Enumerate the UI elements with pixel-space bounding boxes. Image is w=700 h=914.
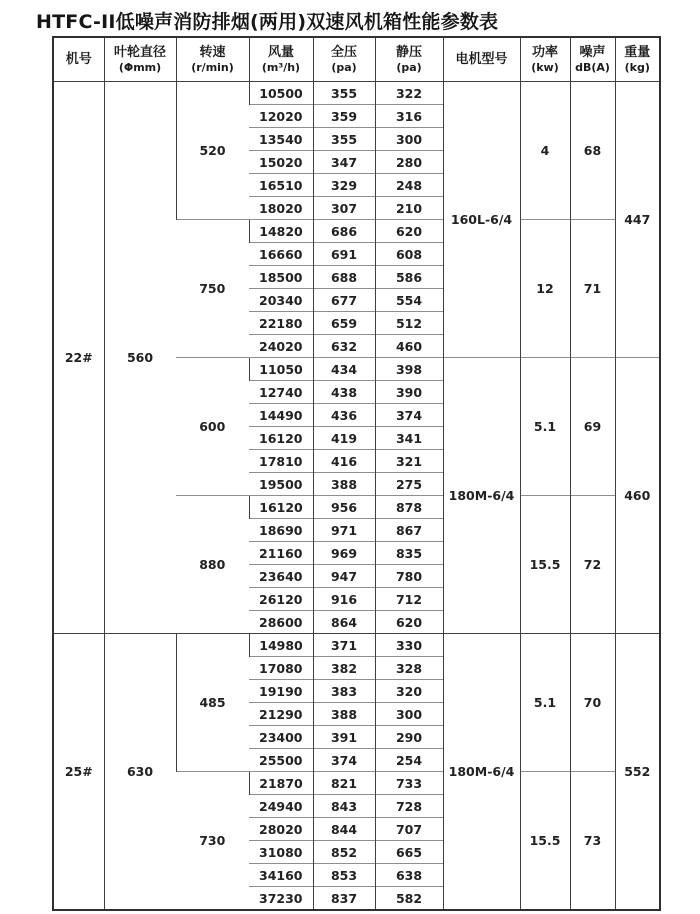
noise-cell: 72 — [570, 496, 615, 634]
static-pressure-cell: 390 — [375, 381, 443, 404]
static-pressure-cell: 275 — [375, 473, 443, 496]
airflow-cell: 16660 — [249, 243, 313, 266]
total-pressure-cell: 355 — [313, 82, 375, 105]
total-pressure-cell: 419 — [313, 427, 375, 450]
col-header-unit: (kg) — [624, 61, 650, 74]
airflow-cell: 14820 — [249, 220, 313, 243]
airflow-cell: 34160 — [249, 864, 313, 887]
col-header-name: 叶轮直径 — [113, 45, 166, 60]
static-pressure-cell: 300 — [375, 128, 443, 151]
static-pressure-cell: 254 — [375, 749, 443, 772]
motor-model-cell: 160L-6/4 — [443, 82, 520, 358]
col-header-unit: (r/min) — [191, 61, 234, 74]
col-header-name: 静压 — [395, 45, 422, 60]
col-header-total-pressure — [313, 37, 375, 82]
static-pressure-cell: 582 — [375, 887, 443, 911]
static-pressure-cell: 638 — [375, 864, 443, 887]
machine-no-cell: 22# — [53, 82, 104, 634]
power-cell: 15.5 — [520, 496, 570, 634]
col-header-name: 转速 — [199, 45, 226, 60]
table-header — [53, 37, 660, 82]
total-pressure-cell: 688 — [313, 266, 375, 289]
total-pressure-cell: 853 — [313, 864, 375, 887]
static-pressure-cell: 712 — [375, 588, 443, 611]
airflow-cell: 31080 — [249, 841, 313, 864]
static-pressure-cell: 878 — [375, 496, 443, 519]
machine-no-cell: 25# — [53, 634, 104, 911]
noise-cell: 71 — [570, 220, 615, 358]
total-pressure-cell: 382 — [313, 657, 375, 680]
airflow-cell: 16510 — [249, 174, 313, 197]
airflow-cell: 20340 — [249, 289, 313, 312]
total-pressure-cell: 371 — [313, 634, 375, 657]
header-row — [53, 37, 660, 82]
weight-cell: 460 — [615, 358, 660, 634]
diameter-cell: 560 — [104, 82, 176, 634]
static-pressure-cell: 210 — [375, 197, 443, 220]
total-pressure-cell: 837 — [313, 887, 375, 911]
static-pressure-cell: 835 — [375, 542, 443, 565]
airflow-cell: 23640 — [249, 565, 313, 588]
static-pressure-cell: 328 — [375, 657, 443, 680]
static-pressure-cell: 460 — [375, 335, 443, 358]
noise-cell: 69 — [570, 358, 615, 496]
col-header-weight — [615, 37, 660, 82]
total-pressure-cell: 391 — [313, 726, 375, 749]
static-pressure-cell: 290 — [375, 726, 443, 749]
static-pressure-cell: 330 — [375, 634, 443, 657]
total-pressure-cell: 844 — [313, 818, 375, 841]
col-header-unit: (kw) — [531, 61, 559, 74]
static-pressure-cell: 554 — [375, 289, 443, 312]
col-header-name: 噪声 — [579, 45, 606, 60]
airflow-cell: 21870 — [249, 772, 313, 795]
col-header-airflow — [249, 37, 313, 82]
col-header-name: 功率 — [531, 45, 558, 60]
airflow-cell: 37230 — [249, 887, 313, 911]
total-pressure-cell: 359 — [313, 105, 375, 128]
airflow-cell: 10500 — [249, 82, 313, 105]
noise-cell: 68 — [570, 82, 615, 220]
total-pressure-cell: 916 — [313, 588, 375, 611]
airflow-cell: 24940 — [249, 795, 313, 818]
total-pressure-cell: 969 — [313, 542, 375, 565]
static-pressure-cell: 316 — [375, 105, 443, 128]
static-pressure-cell: 322 — [375, 82, 443, 105]
diameter-cell: 630 — [104, 634, 176, 911]
col-header-name: 风量 — [267, 45, 294, 60]
airflow-cell: 17080 — [249, 657, 313, 680]
total-pressure-cell: 852 — [313, 841, 375, 864]
airflow-cell: 28020 — [249, 818, 313, 841]
motor-model-cell: 180M-6/4 — [443, 358, 520, 634]
airflow-cell: 14980 — [249, 634, 313, 657]
speed-cell: 485 — [176, 634, 249, 772]
airflow-cell: 18500 — [249, 266, 313, 289]
col-header-unit: (m³/h) — [261, 61, 301, 74]
col-header-name: 机号 — [65, 51, 92, 67]
airflow-cell: 26120 — [249, 588, 313, 611]
speed-cell: 520 — [176, 82, 249, 220]
power-cell: 5.1 — [520, 634, 570, 772]
speed-cell: 880 — [176, 496, 249, 634]
static-pressure-cell: 665 — [375, 841, 443, 864]
noise-cell: 70 — [570, 634, 615, 772]
static-pressure-cell: 512 — [375, 312, 443, 335]
total-pressure-cell: 383 — [313, 680, 375, 703]
static-pressure-cell: 280 — [375, 151, 443, 174]
power-cell: 5.1 — [520, 358, 570, 496]
static-pressure-cell: 780 — [375, 565, 443, 588]
col-header-name: 全压 — [330, 45, 357, 60]
col-header-unit: (pa) — [331, 61, 357, 74]
total-pressure-cell: 691 — [313, 243, 375, 266]
airflow-cell: 19500 — [249, 473, 313, 496]
total-pressure-cell: 686 — [313, 220, 375, 243]
airflow-cell: 21160 — [249, 542, 313, 565]
total-pressure-cell: 971 — [313, 519, 375, 542]
static-pressure-cell: 728 — [375, 795, 443, 818]
static-pressure-cell: 248 — [375, 174, 443, 197]
airflow-cell: 22180 — [249, 312, 313, 335]
airflow-cell: 16120 — [249, 496, 313, 519]
total-pressure-cell: 355 — [313, 128, 375, 151]
total-pressure-cell: 956 — [313, 496, 375, 519]
col-header-motor-model — [443, 37, 520, 82]
total-pressure-cell: 416 — [313, 450, 375, 473]
airflow-cell: 11050 — [249, 358, 313, 381]
total-pressure-cell: 436 — [313, 404, 375, 427]
static-pressure-cell: 300 — [375, 703, 443, 726]
total-pressure-cell: 864 — [313, 611, 375, 634]
table-row — [53, 634, 660, 657]
total-pressure-cell: 843 — [313, 795, 375, 818]
airflow-cell: 23400 — [249, 726, 313, 749]
static-pressure-cell: 398 — [375, 358, 443, 381]
speed-cell: 600 — [176, 358, 249, 496]
airflow-cell: 13540 — [249, 128, 313, 151]
col-header-unit: (Φmm) — [118, 61, 162, 74]
power-cell: 12 — [520, 220, 570, 358]
total-pressure-cell: 659 — [313, 312, 375, 335]
airflow-cell: 14490 — [249, 404, 313, 427]
static-pressure-cell: 608 — [375, 243, 443, 266]
speed-cell: 730 — [176, 772, 249, 911]
airflow-cell: 21290 — [249, 703, 313, 726]
col-header-unit: dB(A) — [575, 61, 610, 74]
total-pressure-cell: 307 — [313, 197, 375, 220]
total-pressure-cell: 821 — [313, 772, 375, 795]
static-pressure-cell: 586 — [375, 266, 443, 289]
total-pressure-cell: 347 — [313, 151, 375, 174]
airflow-cell: 24020 — [249, 335, 313, 358]
motor-model-cell: 180M-6/4 — [443, 634, 520, 911]
col-header-name: 重量 — [624, 45, 651, 60]
static-pressure-cell: 374 — [375, 404, 443, 427]
col-header-static-pressure — [375, 37, 443, 82]
weight-cell: 447 — [615, 82, 660, 358]
page-title: HTFC-II低噪声消防排烟(两用)双速风机箱性能参数表 — [36, 11, 499, 33]
total-pressure-cell: 632 — [313, 335, 375, 358]
total-pressure-cell: 438 — [313, 381, 375, 404]
power-cell: 15.5 — [520, 772, 570, 911]
noise-cell: 73 — [570, 772, 615, 911]
airflow-cell: 25500 — [249, 749, 313, 772]
col-header-noise — [570, 37, 615, 82]
performance-table — [52, 36, 661, 911]
static-pressure-cell: 707 — [375, 818, 443, 841]
airflow-cell: 19190 — [249, 680, 313, 703]
airflow-cell: 12740 — [249, 381, 313, 404]
col-header-name: 电机型号 — [455, 51, 508, 67]
total-pressure-cell: 329 — [313, 174, 375, 197]
static-pressure-cell: 733 — [375, 772, 443, 795]
col-header-power — [520, 37, 570, 82]
table-row — [53, 82, 660, 105]
col-header-speed — [176, 37, 249, 82]
airflow-cell: 28600 — [249, 611, 313, 634]
col-header-diameter — [104, 37, 176, 82]
airflow-cell: 18690 — [249, 519, 313, 542]
table-body — [53, 82, 660, 911]
static-pressure-cell: 321 — [375, 450, 443, 473]
static-pressure-cell: 620 — [375, 611, 443, 634]
static-pressure-cell: 620 — [375, 220, 443, 243]
speed-cell: 750 — [176, 220, 249, 358]
static-pressure-cell: 867 — [375, 519, 443, 542]
airflow-cell: 18020 — [249, 197, 313, 220]
total-pressure-cell: 677 — [313, 289, 375, 312]
power-cell: 4 — [520, 82, 570, 220]
total-pressure-cell: 388 — [313, 473, 375, 496]
airflow-cell: 17810 — [249, 450, 313, 473]
static-pressure-cell: 341 — [375, 427, 443, 450]
total-pressure-cell: 374 — [313, 749, 375, 772]
static-pressure-cell: 320 — [375, 680, 443, 703]
airflow-cell: 15020 — [249, 151, 313, 174]
airflow-cell: 12020 — [249, 105, 313, 128]
total-pressure-cell: 388 — [313, 703, 375, 726]
total-pressure-cell: 947 — [313, 565, 375, 588]
col-header-machine — [53, 37, 104, 82]
col-header-unit: (pa) — [396, 61, 422, 74]
total-pressure-cell: 434 — [313, 358, 375, 381]
weight-cell: 552 — [615, 634, 660, 911]
airflow-cell: 16120 — [249, 427, 313, 450]
